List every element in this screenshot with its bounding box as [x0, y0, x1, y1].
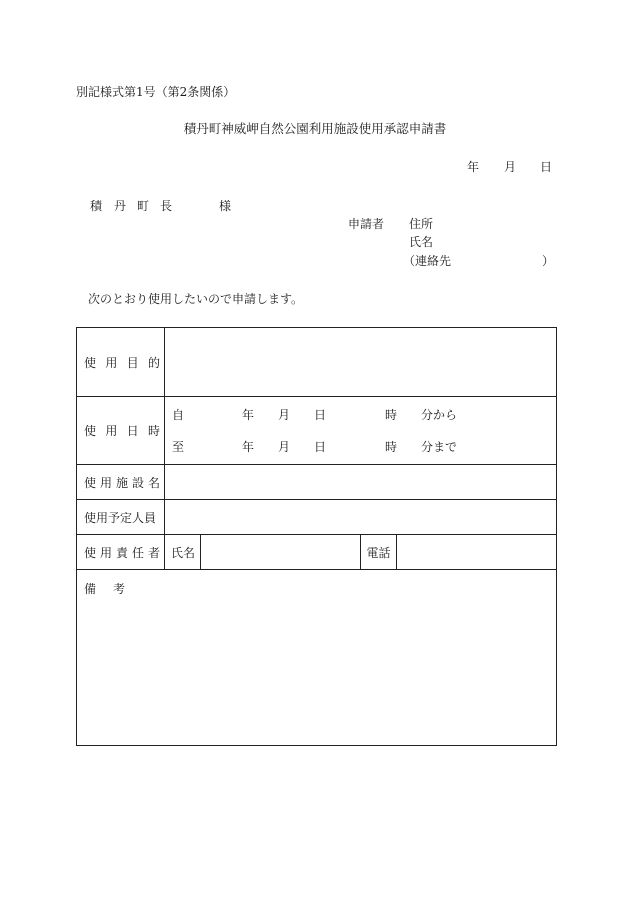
remarks-field[interactable] — [77, 570, 557, 746]
date-year-label: 年 — [467, 160, 480, 174]
applicant-name-label: 氏名 — [409, 235, 434, 249]
intro-text: 次のとおり使用したいので申請します。 — [88, 292, 304, 306]
from-day: 日 — [314, 408, 327, 422]
applicant-contact-close: ） — [542, 254, 555, 268]
facility-row — [77, 465, 557, 500]
application-table — [76, 327, 557, 746]
remarks-label: 考 — [113, 582, 126, 596]
responsible-phone-input[interactable] — [396, 535, 556, 569]
from-month: 月 — [278, 408, 291, 422]
responsible-name-label: 氏名 — [165, 535, 200, 569]
addressee-char: 町 — [137, 199, 150, 213]
applicant-contact-label: （連絡先 — [403, 254, 452, 268]
from-hour: 時 — [385, 408, 398, 422]
to-month: 月 — [278, 440, 291, 454]
datetime-field[interactable] — [165, 397, 557, 465]
people-field[interactable] — [165, 500, 557, 535]
datetime-row — [77, 397, 557, 465]
remarks-row — [77, 570, 557, 746]
datetime-label: 使 用 日 時 — [77, 397, 165, 465]
document-title: 積丹町神威岬自然公園利用施設使用承認申請書 — [183, 121, 447, 136]
responsible-name-input[interactable] — [200, 535, 360, 569]
responsible-label: 使 用 責 任 者 — [77, 535, 165, 570]
applicant-label: 申請者 — [348, 217, 385, 231]
form-reference: 別記様式第1号（第2条関係） — [76, 85, 236, 99]
addressee-char: 丹 — [114, 199, 127, 213]
to-prefix: 至 — [172, 440, 185, 454]
addressee-char: 長 — [160, 199, 173, 213]
from-minute: 分から — [421, 408, 458, 422]
facility-field[interactable] — [165, 465, 557, 500]
from-prefix: 自 — [172, 408, 185, 422]
facility-label: 使 用 施 設 名 — [77, 465, 165, 500]
to-minute: 分まで — [421, 440, 458, 454]
date-day-label: 日 — [540, 160, 553, 174]
purpose-row — [77, 328, 557, 397]
remarks-label: 備 — [84, 582, 97, 596]
addressee-honorific: 様 — [219, 199, 232, 213]
from-year: 年 — [242, 408, 255, 422]
date-month-label: 月 — [504, 160, 517, 174]
responsible-field — [165, 535, 557, 570]
people-row — [77, 500, 557, 535]
to-day: 日 — [314, 440, 327, 454]
to-hour: 時 — [385, 440, 398, 454]
purpose-label: 使 用 目 的 — [77, 328, 165, 397]
people-label: 使用予定人員 — [77, 500, 165, 535]
responsible-row — [77, 535, 557, 570]
responsible-phone-label: 電話 — [360, 535, 396, 569]
addressee-char: 積 — [90, 199, 103, 213]
purpose-field[interactable] — [165, 328, 557, 397]
applicant-address-label: 住所 — [409, 217, 434, 231]
to-year: 年 — [242, 440, 255, 454]
